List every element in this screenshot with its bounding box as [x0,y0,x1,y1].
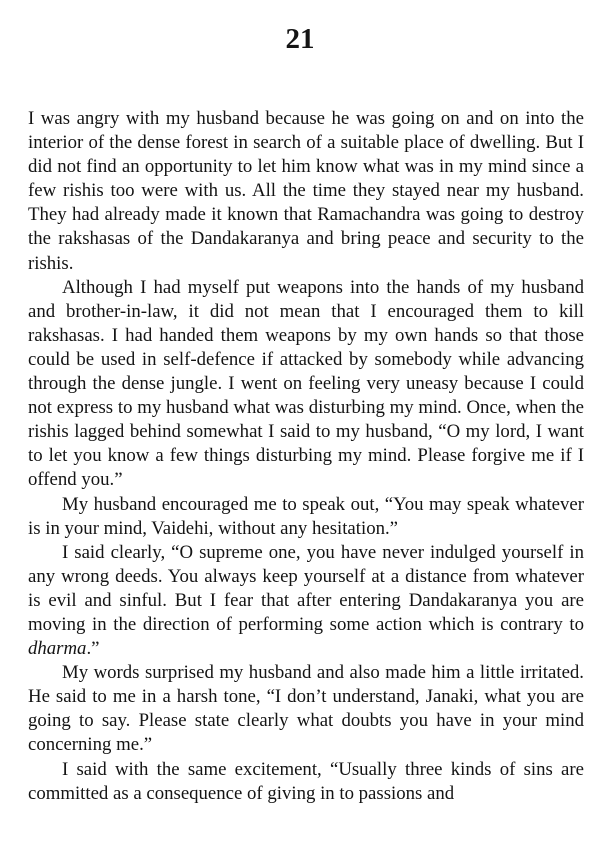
dharma-emphasis: dharma [28,638,87,660]
chapter-number: 21 [285,23,315,55]
chapter-body [28,107,584,806]
paragraph-4 [28,541,584,661]
paragraph-3: My husband encouraged me to speak out, “You may speak whatever is in your mind, Vaidehi, without any hesitation.” [28,493,584,539]
paragraph-6: I said with the same excitement, “Usually three kinds of sins are committed as a consequence of giving in to passions and [28,758,584,804]
paragraph-4-text-before: I said clearly, “O supreme one, you have never indulged yourself in any wrong deeds. You always keep yourself at a distance from whatever is evil and sinful. But I fear that after entering Dandakaranya you are moving in the direction of performing some action which is contrary to [28,541,584,635]
paragraph-1: I was angry with my husband because he was going on and on into the interior of the dense forest in search of a suitable place of dwelling. But I did not find an opportunity to let him know what was in my mind since a few rishis too were with us. All the time they stayed near my husband. They had already made it known that Ramachandra was going to destroy the rakshasas of the Dandakaranya and bring peace and security to the rishis. [28,108,584,274]
paragraph-2: Although I had myself put weapons into the hands of my husband and brother-in-law, it did not mean that I encouraged them to kill rakshasas. I had handed them weapons by my own hands so that those could be used in self-defence if attacked by somebody while advancing through the dense jungle. I went on feeling very uneasy because I could not express to my husband what was disturbing my mind. Once, when the rishis lagged behind somewhat I said to my husband, “O my lord, I want to let you know a few things disturbing my mind. Please forgive me if I offend you.” [28,276,584,491]
paragraph-4-text-after: .” [86,638,100,660]
paragraph-5: My words surprised my husband and also made him a little irritated. He said to me in a harsh tone, “I don’t understand, Janaki, what you are going to say. Please state clearly what doubts you have in your mind concerning me.” [28,662,584,756]
